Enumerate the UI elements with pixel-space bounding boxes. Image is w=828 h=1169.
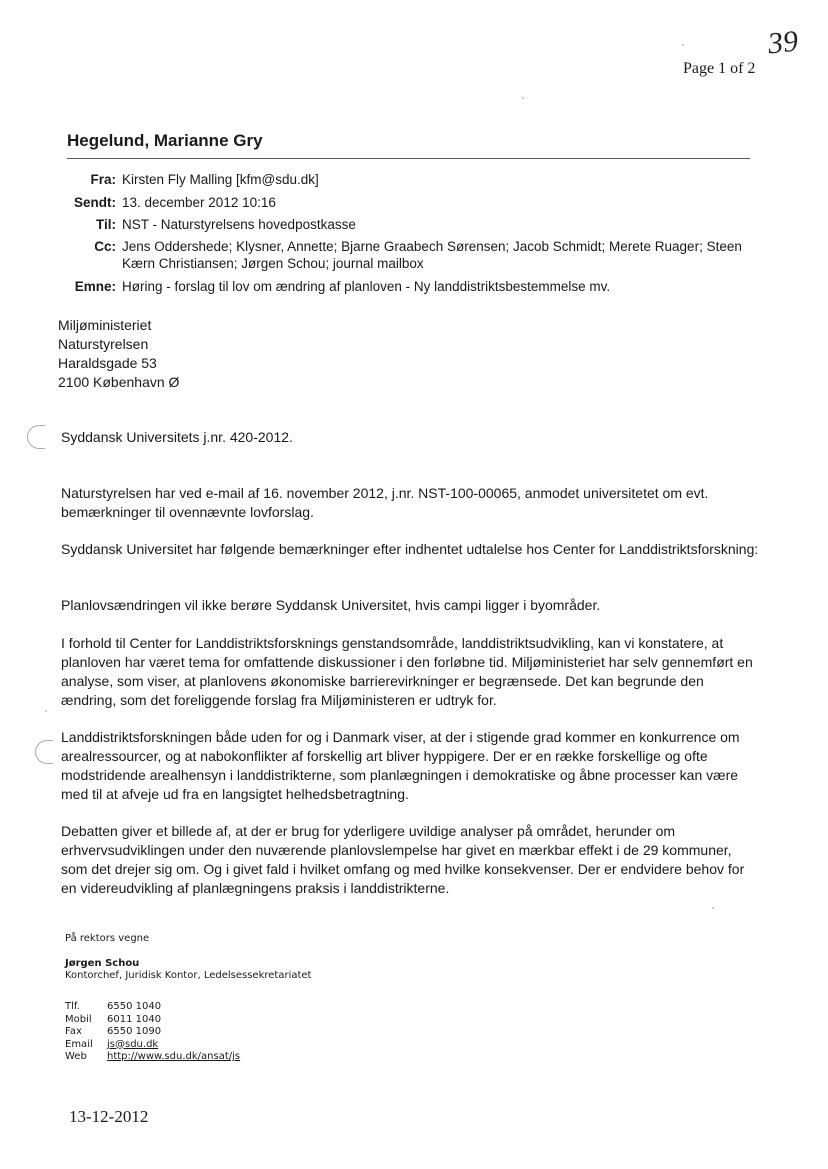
body-paragraph: Planlovsændringen vil ikke berøre Syddansk Universitet, hvis campi ligger i byområder. [61,597,601,613]
contact-row [65,1039,240,1052]
signature-title: Kontorchef, Juridisk Kontor, Ledelsessekretariatet [65,970,312,981]
contact-value: 6550 1090 [107,1026,162,1037]
header-label: Emne: [74,279,116,294]
header-label: Sendt: [74,195,116,210]
scan-speck [522,97,524,99]
contact-label: Fax [65,1026,82,1037]
contact-label: Web [65,1051,87,1062]
body-paragraph: Naturstyrelsen har ved e-mail af 16. november 2012, j.nr. NST-100-00065, anmodet universitetet om evt. bemærkninger til ovennævnte lovforslag. [61,485,709,520]
header-value: Høring - forslag til lov om ændring af planloven - Ny landdistriktsbestemmelse mv. [122,279,611,294]
punch-hole-mark [35,740,53,764]
header-value: NST - Naturstyrelsens hovedpostkasse [122,217,356,232]
header-row-subject [58,278,758,295]
contact-row [65,1026,240,1039]
address-line: Haraldsgade 53 [58,355,157,371]
signature-on-behalf: På rektors vegne [65,933,150,944]
web-link[interactable]: http://www.sdu.dk/ansat/js [107,1051,241,1062]
header-divider [67,158,750,159]
body-paragraph: I forhold til Center for Landdistriktsforsknings genstandsområde, landdistriktsudvikling, kan vi konstatere, at planloven har været tema for omfattende diskussioner i den forløbne tid. Miljøministeriet har selv gennemført en analyse, som viser, at planlovens økonomiske barrierevirkninger er begrænsede. Det kan begrunde den ændring, som det foreliggende forslag fra Miljøministeren er udtryk for. [61,635,753,708]
header-row-from [58,171,758,188]
header-label: Cc: [94,239,116,254]
contact-value: 6011 1040 [107,1013,162,1025]
handwritten-page-number: 39 [766,24,800,61]
contact-row [65,1001,240,1014]
header-value: 13. december 2012 10:16 [122,195,276,210]
header-row-cc [58,238,758,272]
header-label: Fra: [90,172,116,187]
address-line: 2100 København Ø [58,374,180,390]
scan-speck [712,907,714,909]
address-line: Miljøministeriet [58,317,152,333]
header-row-sent [58,194,758,211]
contact-value: 6550 1040 [107,1001,162,1012]
reference-number: Syddansk Universitets j.nr. 420-2012. [61,429,293,445]
address-line: Naturstyrelsen [58,336,149,352]
header-value: Jens Oddershede; Klysner, Annette; Bjarne Graabech Sørensen; Jacob Schmidt; Merete Ruager; Steen Kærn Christiansen; Jørgen Schou; journal mailbox [122,239,742,271]
body-paragraph: Syddansk Universitet har følgende bemærkninger efter indhentet udtalelse hos Center for Landdistriktsforskning: [61,541,759,557]
body-paragraph: Debatten giver et billede af, at der er brug for yderligere uvildige analyser på området, herunder om erhvervsudviklingen under den nuværende planlovslempelse har givet en mærkbar effekt i de 29 kommuner, som det drejer sig om. Og i givet fald i hvilket omfang og med hvilke konsekvenser. Der er endvidere behov for en videreudvikling af planlægningens praksis i landdistrikterne. [61,823,745,896]
signature-name: Jørgen Schou [65,957,140,969]
header-label: Til: [96,217,116,232]
contact-row [65,1051,240,1064]
signature-block [65,933,311,983]
page-number: Page 1 of 2 [683,60,756,77]
received-date-stamp: 13-12-2012 [69,1107,149,1126]
recipient-address [58,316,179,392]
contact-label: Tlf. [65,1001,80,1012]
contact-info [65,1001,240,1064]
contact-row [65,1014,240,1027]
scan-speck [45,710,47,712]
contact-label: Email [65,1038,93,1050]
header-row-to [58,216,758,233]
punch-hole-mark [27,425,45,449]
scan-speck [682,44,684,46]
email-link[interactable]: js@sdu.dk [107,1038,159,1050]
sender-name-heading: Hegelund, Marianne Gry [67,131,263,150]
body-paragraph: Landdistriktsforskningen både uden for og i Danmark viser, at der i stigende grad kommer en konkurrence om arealressourcer, og at nabokonflikter af forskellig art bliver hyppigere. Der er en række forskellige og ofte modstridende arealhensyn i landdistrikterne, som planlægningen i demokratiske og åbne processer kan være med til at afveje ud fra en langsigtet helhedsbetragtning. [61,729,740,802]
contact-label: Mobil [65,1013,92,1025]
header-value: Kirsten Fly Malling [kfm@sdu.dk] [122,172,319,187]
